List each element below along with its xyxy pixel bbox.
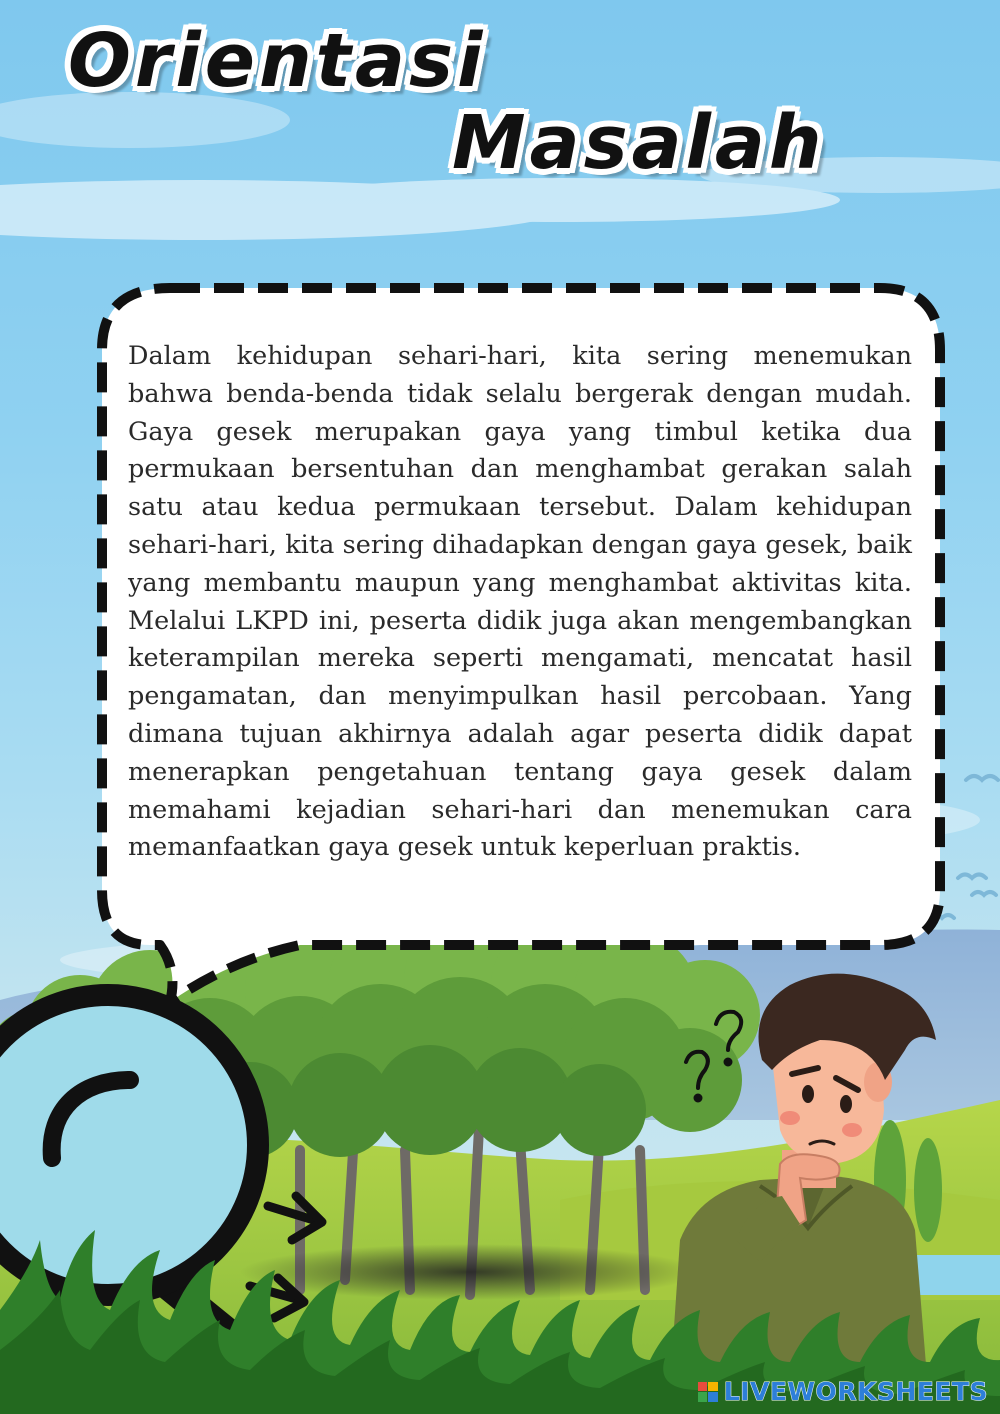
- liveworksheets-watermark: [698, 1377, 988, 1406]
- problem-orientation-paragraph: Dalam kehidupan sehari-hari, kita sering menemukan bahwa benda-benda tidak selalu bergerak dengan mudah. Gaya gesek merupakan gaya yang timbul ketika dua permukaan bersentuhan dan menghambat gerakan salah satu atau kedua permukaan tersebut. Dalam kehidupan sehari-hari, kita sering dihadapkan dengan gaya gesek, baik yang membantu maupun yang menghambat aktivitas kita. Melalui LKPD ini, peserta didik juga akan mengembangkan keterampilan mereka seperti mengamati, mencatat hasil pengamatan, dan menyimpulkan hasil percobaan. Yang dimana tujuan akhirnya adalah agar peserta didik dapat menerapkan pengetahuan tentang gaya gesek dalam memahami kejadian sehari-hari dan menemukan cara memanfaatkan gaya gesek untuk keperluan praktis.: [128, 341, 912, 863]
- tree-shadow: [240, 1244, 700, 1300]
- liveworksheets-logo-icon: [698, 1382, 718, 1402]
- watermark-text: LIVEWORKSHEETS: [723, 1377, 988, 1406]
- page-title-line-1: Orientasi: [68, 18, 487, 104]
- page-title-line-2: Masalah: [452, 100, 826, 186]
